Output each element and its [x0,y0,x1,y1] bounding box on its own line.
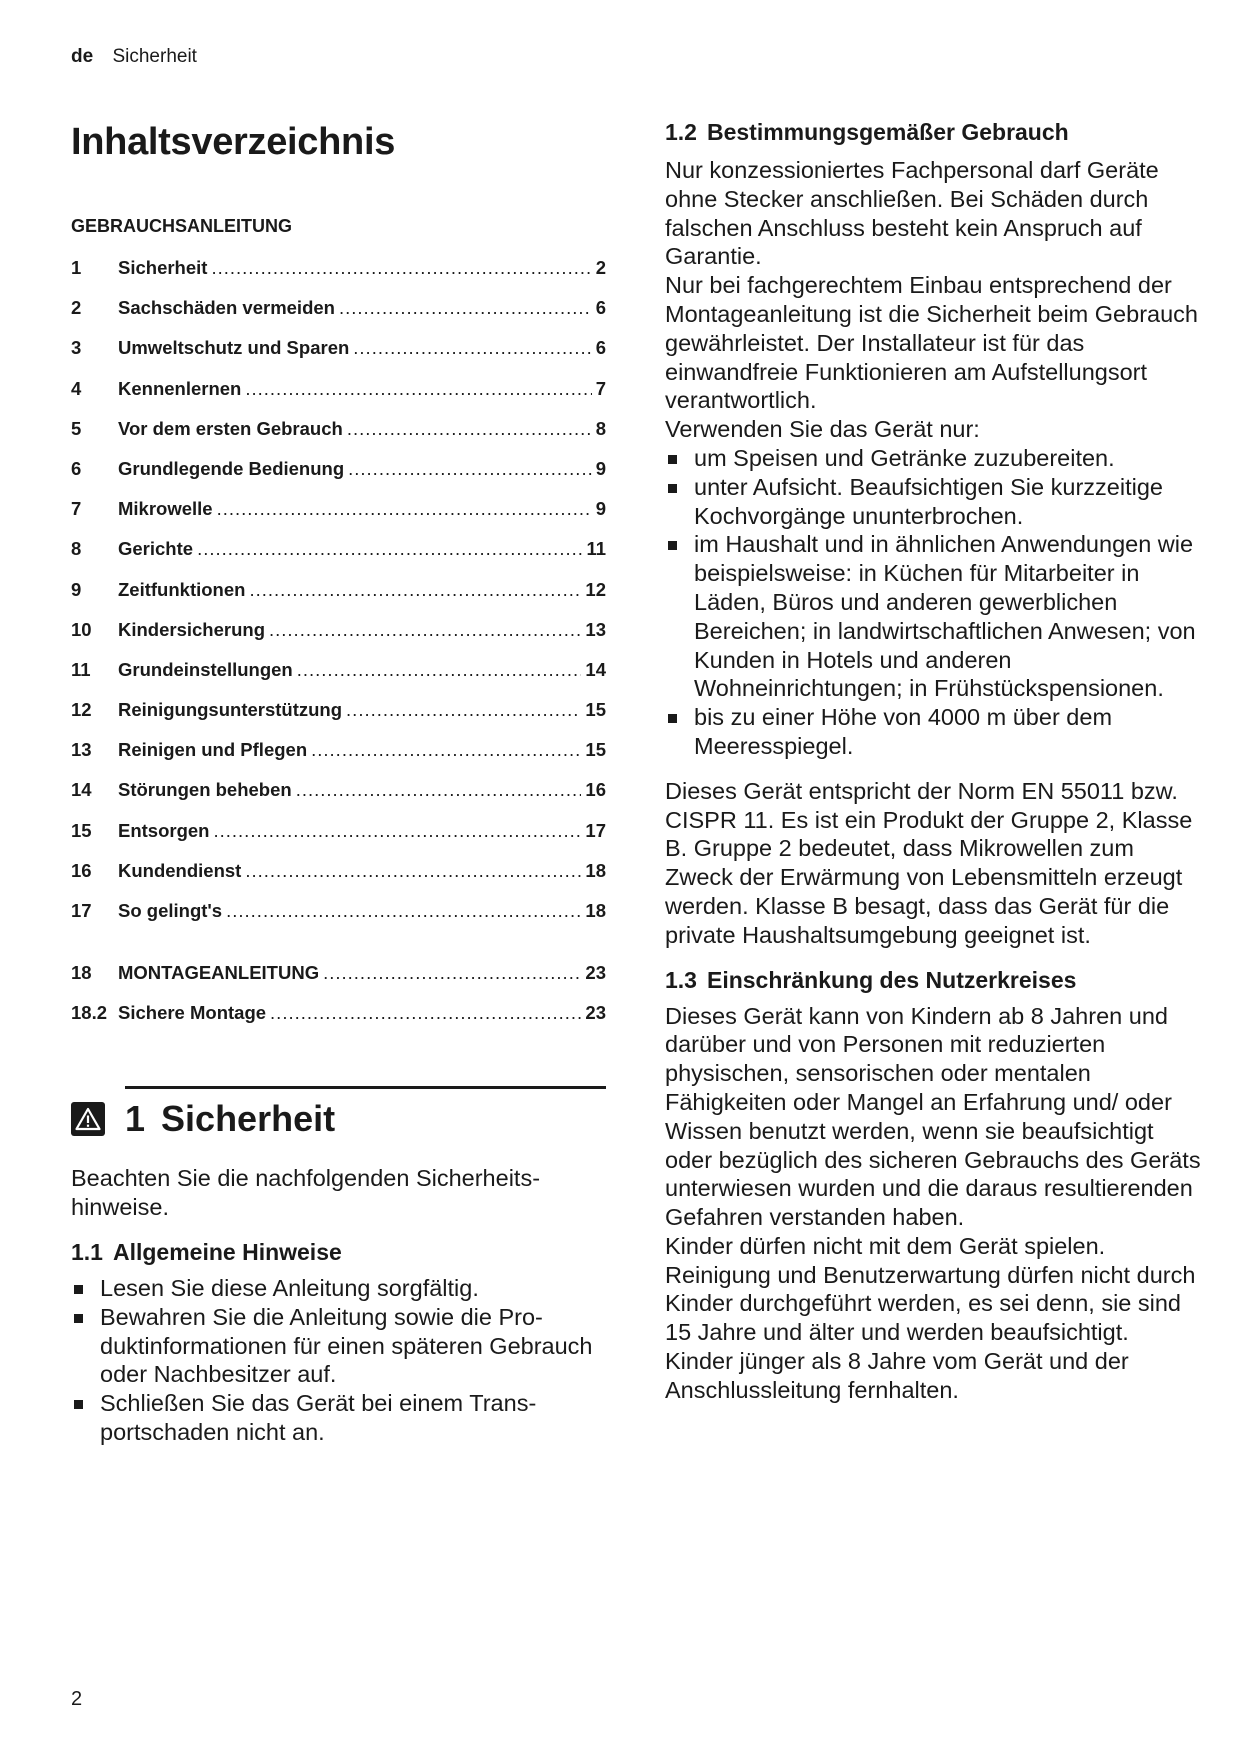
safety-section-title: Sicherheit [161,1098,336,1140]
toc-entry-page: 17 [585,819,606,841]
toc-entry-page: 14 [585,658,606,680]
toc-entry-page: 7 [595,377,606,399]
toc-entry-page: 16 [585,779,606,801]
toc-entry-number: 8 [71,538,82,560]
toc-title: Inhaltsverzeichnis [71,121,396,163]
toc-entry[interactable] [71,337,606,377]
language-code: de [71,46,94,67]
toc-entry-page: 15 [585,739,606,761]
toc-montage-list [71,962,606,1034]
toc-entry[interactable] [71,699,606,739]
toc-entry-label: Vor dem ersten Gebrauch [118,417,343,439]
toc-entry[interactable] [71,579,606,619]
list-item: Bewahren Sie die Anleitung sowie die Produktinformationen für einen späteren Gebrauch oder Nachbesitzer auf. [71,1303,606,1389]
toc-entry-label: Kindersicherung [118,618,265,640]
toc-entry-number: 9 [71,578,82,600]
toc-entry-page: 12 [585,578,606,600]
toc-entry-label: Zeitfunktionen [118,578,246,600]
intended-use-title: Bestimmungsgemäßer Gebrauch [706,119,1069,145]
toc-entry[interactable] [71,498,606,538]
intended-use-heading [665,118,1205,146]
toc-entry[interactable] [71,619,606,659]
toc-leader-dots [339,297,592,319]
toc-entry-page: 13 [585,618,606,640]
toc-entry-number: 17 [71,900,92,921]
safety-section-number: 1 [125,1098,146,1140]
toc-entry[interactable] [71,458,606,498]
header-section-title: Sicherheit [112,46,197,67]
intended-use-paragraph: Nur konzessioniertes Fachpersonal darf Geräte ohne Stecker anschließen. Bei Schäden durch falschen Anschluss besteht kein Anspruch auf Garantie. [665,157,1159,270]
toc-entry-label: Entsorgen [118,819,210,841]
toc-entry-page: 18 [585,859,606,881]
toc-entry[interactable] [71,297,606,337]
toc-entry[interactable] [71,257,606,297]
toc-entry[interactable] [71,779,606,819]
toc-entry-label: Umweltschutz und Sparen [118,337,350,359]
right-column [665,118,1205,1405]
intended-use-paragraph: Nur bei fachgerechtem Einbau entsprechend der Montageanleitung ist die Sicherheit beim Gebrauch gewährleistet. Der Installateur ist für das einwandfreie Funktionieren am Aufstellungsort verantwortlich. [665,272,1198,414]
toc-entry[interactable] [71,538,606,578]
list-item: bis zu einer Höhe von 4000 m über dem Meeresspiegel. [665,703,1205,761]
toc-entry[interactable] [71,739,606,779]
toc-entry-page: 11 [586,538,606,560]
toc-entry-label: Grundeinstellungen [118,658,293,680]
running-header [71,46,197,68]
toc-entry-number: 2 [71,297,82,319]
toc-entry-label: Reinigen und Pflegen [118,739,308,761]
toc-leader-dots [245,378,591,400]
toc-section-label: GEBRAUCHSANLEITUNG [71,216,293,236]
toc-entry-label: Kundendienst [118,859,242,881]
toc-entry-label: Sicherheit [118,257,208,278]
restriction-paragraph: Kinder jünger als 8 Jahre vom Gerät und der Anschlussleitung fernhalten. [665,1348,1129,1403]
toc-entry[interactable] [71,962,606,1002]
restriction-heading [665,966,1205,994]
safety-intro: Beachten Sie die nachfolgenden Sicherheitshinweise. [71,1165,541,1221]
toc-entry-label: MONTAGEANLEITUNG [118,962,320,984]
toc-leader-dots [348,458,592,480]
toc-leader-dots [213,820,581,842]
toc-list [71,257,606,940]
toc-entry-label: Kennenlernen [118,377,242,399]
toc-entry-label: Mikrowelle [118,498,213,520]
list-item: unter Aufsicht. Beaufsichtigen Sie kurzzeitige Kochvorgänge ununterbrochen. [665,473,1205,531]
toc-entry-label: Sichere Montage [118,1002,267,1024]
toc-entry-page: 8 [595,417,606,439]
toc-entry[interactable] [71,659,606,699]
intended-use-number: 1.2 [665,119,697,145]
restriction-number: 1.3 [665,966,697,993]
general-notes-list [71,1274,606,1447]
toc-entry-label: Störungen beheben [118,779,292,801]
toc-leader-dots [226,900,581,922]
toc-entry-label: Gerichte [118,538,194,560]
page-number: 2 [71,1688,83,1710]
toc-entry-page: 23 [585,1002,606,1024]
toc-leader-dots [217,498,592,520]
list-item: Lesen Sie diese Anleitung sorgfältig. [71,1274,606,1303]
restriction-paragraph: Dieses Gerät kann von Kindern ab 8 Jahren und darüber und von Personen mit reduzierten physischen, sensorischen oder mentalen Fähigkeiten oder Mangel an Erfahrung und/ oder Wissen benutzt werden, wenn sie beaufsichtigt oder bezüglich des sicheren Gebrauchs des Geräts unterwiesen wurden und die daraus resultierenden Gefahren verstanden haben. [665,1002,1201,1231]
toc-leader-dots [347,418,592,440]
toc-leader-dots [346,699,581,721]
list-item: um Speisen und Getränke zuzubereiten. [665,444,1205,473]
toc-entry-number: 5 [71,417,82,439]
restriction-paragraph: Reinigung und Benutzerwartung dürfen nicht durch Kinder durchgeführt werden, es sei denn, sie sind 15 Jahre und älter und werden beaufsichtigt. [665,1261,1196,1346]
toc-entry-page: 23 [585,962,606,984]
toc-leader-dots [311,739,581,761]
toc-entry-number: 3 [71,337,82,359]
toc-leader-dots [296,779,582,801]
toc-entry-number: 7 [71,498,82,520]
restriction-title: Einschränkung des Nutzerkreises [706,966,1077,993]
toc-entry-page: 9 [595,457,606,479]
toc-leader-dots [353,337,591,359]
toc-entry-page: 2 [595,257,606,278]
list-item: Schließen Sie das Gerät bei einem Transportschaden nicht an. [71,1389,606,1447]
toc-leader-dots [323,962,581,984]
section-rule [125,1086,606,1089]
intended-use-paragraph: Verwenden Sie das Gerät nur: [665,416,980,443]
toc-entry-number: 1 [71,257,82,278]
toc-entry[interactable] [71,860,606,900]
toc-entry-number: 4 [71,377,82,399]
left-column [71,118,606,1447]
toc-gap [71,940,606,962]
toc-entry-label: Sachschäden vermeiden [118,297,335,319]
toc-entry-label: So gelingt's [118,900,223,921]
safety-section-heading [71,1086,606,1146]
toc-entry-number: 11 [71,658,91,680]
warning-triangle-icon [71,1102,105,1136]
general-notes-title: Allgemeine Hinweise [112,1238,342,1265]
toc-entry-page: 6 [595,337,606,359]
toc-leader-dots [211,257,591,279]
toc-entry-page: 9 [595,498,606,520]
toc-entry-number: 13 [71,739,92,761]
toc-entry-label: Reinigungsunterstützung [118,699,343,721]
safety-title-row [71,1092,606,1146]
restriction-paragraph: Kinder dürfen nicht mit dem Gerät spielen. [665,1232,1106,1259]
toc-entry-number: 12 [71,699,92,721]
toc-entry-page: 6 [595,297,606,319]
toc-entry[interactable] [71,900,606,940]
toc-entry[interactable] [71,418,606,458]
toc-leader-dots [297,659,582,681]
toc-entry-number: 18.2 [71,1002,108,1024]
toc-leader-dots [245,860,581,882]
toc-leader-dots [270,1002,581,1024]
general-notes-heading [71,1238,606,1266]
general-notes-number: 1.1 [71,1238,103,1265]
toc-leader-dots [197,538,582,560]
list-item: im Haushalt und in ähnlichen Anwendungen wie beispielsweise: in Küchen für Mitarbeiter in Läden, Büros und anderen gewerblichen Bereichen; in landwirtschaftlichen Anwesen; von Kunden in Hotels und anderen Wohneinrichtungen; in Frühstückspensionen. [665,530,1205,703]
toc-entry-page: 15 [585,699,606,721]
toc-entry-number: 14 [71,779,92,801]
toc-leader-dots [269,619,581,641]
toc-leader-dots [249,579,581,601]
toc-entry[interactable] [71,378,606,418]
toc-entry[interactable] [71,1002,606,1034]
toc-entry-number: 15 [71,819,92,841]
toc-entry-number: 6 [71,457,82,479]
intended-use-list [665,444,1205,761]
norm-paragraph: Dieses Gerät entspricht der Norm EN 55011 bzw. CISPR 11. Es ist ein Produkt der Gruppe 2, Klasse B. Gruppe 2 bedeutet, dass Mikrowellen zum Zweck der Erwärmung von Lebensmitteln erzeugt werden. Klasse B besagt, dass das Gerät für die private Haushaltsumgebung geeignet ist. [665,777,1193,948]
toc-entry-label: Grundlegende Bedienung [118,457,345,479]
toc-entry-page: 18 [585,900,606,921]
toc-entry-number: 10 [71,618,92,640]
toc-entry[interactable] [71,820,606,860]
toc-entry-number: 18 [71,962,92,984]
toc-entry-number: 16 [71,859,92,881]
